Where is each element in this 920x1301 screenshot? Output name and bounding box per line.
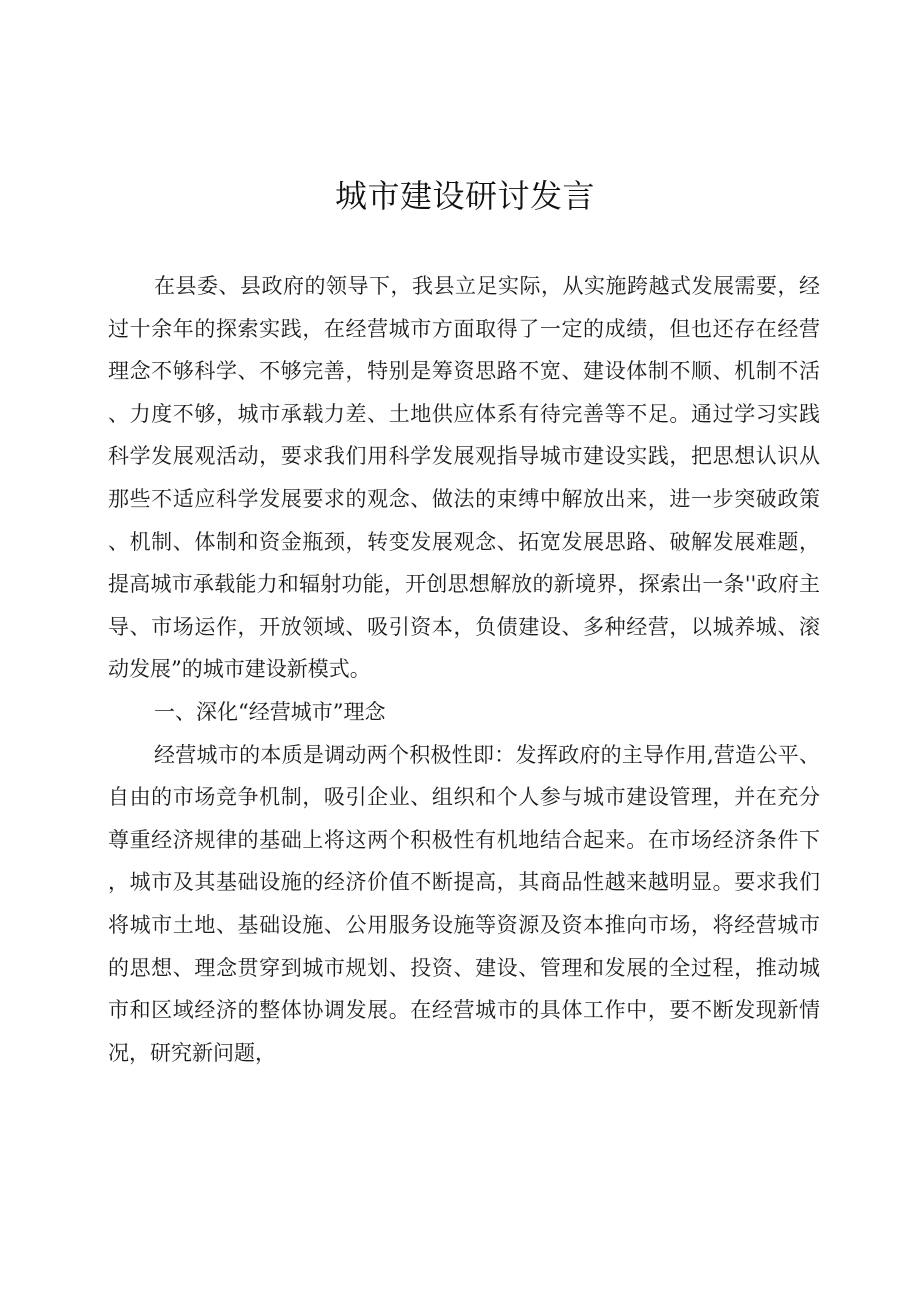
body-paragraph-section-1: 经营城市的本质是调动两个积极性即：发挥政府的主导作用,营造公平、自由的市场竞争机制，吸引企业、组织和个人参与城市建设管理，并在充分尊重经济规律的基础上将这两个积极性有机地结合起来。在市场经济条件下，城市及其基础设施的经济价值不断提高，其商品性越来越明显。要求我们将城市土地、基础设施、公用服务设施等资源及资本推向市场，将经营城市的思想、理念贯穿到城市规划、投资、建设、管理和发展的全过程，推动城市和区域经济的整体协调发展。在经营城市的具体工作中，要不断发现新情况，研究新问题， (108, 742, 820, 1065)
section-heading-1: 一、深化“经营城市”理念 (154, 699, 386, 724)
document-title: 城市建设研讨发言 (334, 177, 595, 215)
document-body (108, 265, 820, 1074)
body-paragraph-intro: 在县委、县政府的领导下，我县立足实际，从实施跨越式发展需要，经过十余年的探索实践，在经营城市方面取得了一定的成绩，但也还存在经营理念不够科学、不够完善，特别是筹资思路不宽、建设体制不顺、机制不活、力度不够，城市承载力差、土地供应体系有待完善等不足。通过学习实践科学发展观活动，要求我们用科学发展观指导城市建设实践，把思想认识从那些不适应科学发展要求的观念、做法的束缚中解放出来，进一步突破政策、机制、体制和资金瓶颈，转变发展观念、拓宽发展思路、破解发展难题，提高城市承载能力和辐射功能，开创思想解放的新境界，探索出一条''政府主导、市场运作，开放领域、吸引资本，负债建设、多种经营，以城养城、滚动发展”的城市建设新模式。 (108, 274, 820, 682)
